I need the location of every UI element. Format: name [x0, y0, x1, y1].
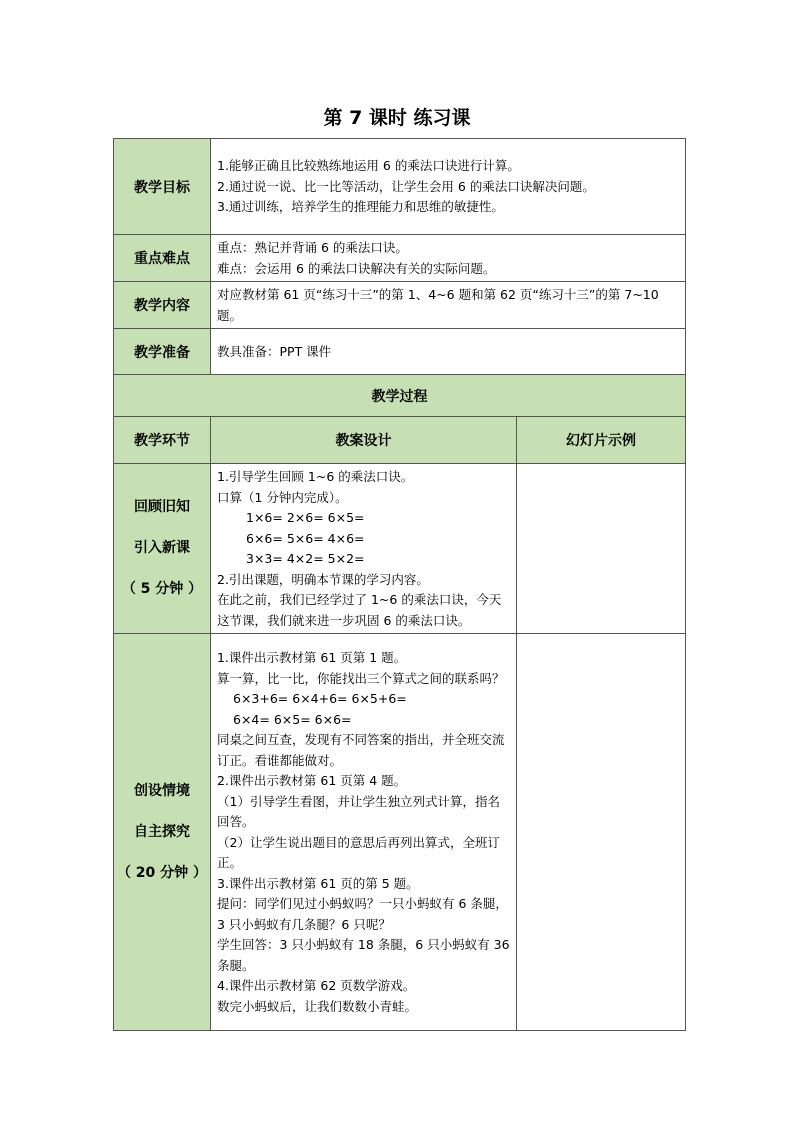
goal-line: 3.通过训练，培养学生的推理能力和思维的敏捷性。: [217, 199, 504, 215]
header-slides: 幻灯片示例: [517, 417, 686, 464]
design-line: 同桌之间互查，发现有不同答案的指出，并全班交流订正。看谁都能做对。: [217, 732, 505, 768]
lesson-plan-table: [113, 138, 686, 1031]
stage-2-design: [211, 634, 517, 1031]
prep-line: 教具准备：PPT 课件: [217, 343, 332, 359]
design-line: 4.课件出示教材第 62 页数学游戏。: [217, 978, 416, 993]
label-prep: 教学准备: [114, 329, 211, 375]
design-line: 2.引出课题，明确本节课的学习内容。: [217, 571, 429, 587]
content-line: 对应教材第 61 页“练习十三”的第 1、4~6 题和第 62 页“练习十三”的第 7~10 题。: [217, 287, 659, 323]
stage-1-slides: [517, 464, 686, 634]
design-line: 3.课件出示教材第 61 页的第 5 题。: [217, 875, 419, 891]
stage-1-design: [211, 464, 517, 634]
design-line: 学生回答：3 只小蚂蚁有 18 条腿，6 只小蚂蚁有 36 条腿。: [217, 937, 510, 973]
row-process-headers: [114, 417, 686, 464]
row-goals: [114, 139, 686, 235]
stage-1-name: [114, 464, 211, 634]
header-design: 教案设计: [211, 417, 517, 464]
calc-line: 6×4= 6×5= 6×6=: [233, 711, 352, 727]
stage-name-line: 自主探究: [134, 823, 190, 840]
stage-name-line: （ 20 分钟 ）: [116, 864, 208, 881]
key-point-line: 难点：会运用 6 的乘法口诀解决有关的实际问题。: [217, 260, 496, 276]
oral-calc-line: 3×3= 4×2= 5×2=: [246, 551, 365, 566]
design-line: 1.引导学生回顾 1~6 的乘法口诀。: [217, 469, 414, 484]
design-line: 算一算，比一比，你能找出三个算式之间的联系吗？: [217, 670, 505, 686]
row-stage-2: [114, 634, 686, 1031]
design-line: （1）引导学生看图，并让学生独立列式计算，指名回答。: [217, 793, 500, 829]
label-goals: 教学目标: [114, 139, 211, 235]
stage-2-slides: [517, 634, 686, 1031]
goal-line: 2.通过说一说、比一比等活动，让学生会用 6 的乘法口诀解决问题。: [217, 178, 595, 194]
calc-line: 6×3+6= 6×4+6= 6×5+6=: [233, 691, 407, 706]
design-line: 口算（1 分钟内完成）。: [217, 489, 348, 505]
process-title: 教学过程: [114, 375, 686, 417]
oral-calc-line: 6×6= 5×6= 4×6=: [246, 530, 365, 546]
stage-name-line: 创设情境: [134, 782, 190, 799]
row-process-title: [114, 375, 686, 417]
design-line: 在此之前，我们已经学过了 1~6 的乘法口诀，今天这节课，我们就来进一步巩固 6 的乘法口诀。: [217, 592, 502, 628]
row-stage-1: [114, 464, 686, 634]
design-line: 数完小蚂蚁后，让我们数数小青蛙。: [217, 998, 418, 1014]
design-line: 提问：同学们见过小蚂蚁吗？一只小蚂蚁有 6 条腿，3 只小蚂蚁有几条腿？6 只呢？: [217, 896, 508, 932]
goals-content: [211, 139, 686, 235]
content-text: [211, 282, 686, 329]
oral-calc-line: 1×6= 2×6= 6×5=: [246, 510, 365, 525]
design-line: 2.课件出示教材第 61 页第 4 题。: [217, 773, 407, 788]
row-content: [114, 282, 686, 329]
goal-line: 1.能够正确且比较熟练地运用 6 的乘法口诀进行计算。: [217, 158, 520, 174]
design-line: （2）让学生说出题目的意思后再列出算式，全班订正。: [217, 834, 500, 870]
label-content: 教学内容: [114, 282, 211, 329]
stage-name-line: 引入新课: [134, 540, 190, 556]
header-stage: 教学环节: [114, 417, 211, 464]
label-key-points: 重点难点: [114, 235, 211, 282]
design-line: 1.课件出示教材第 61 页第 1 题。: [217, 650, 407, 665]
key-point-line: 重点：熟记并背诵 6 的乘法口诀。: [217, 240, 408, 255]
stage-2-name: [114, 634, 211, 1031]
key-points-content: [211, 235, 686, 282]
prep-text: [211, 329, 686, 375]
row-key-points: [114, 235, 686, 282]
page-title: 第 7 课时 练习课: [323, 107, 471, 129]
stage-name-line: 回顾旧知: [134, 499, 190, 515]
stage-name-line: （ 5 分钟 ）: [121, 581, 203, 597]
row-prep: [114, 329, 686, 375]
